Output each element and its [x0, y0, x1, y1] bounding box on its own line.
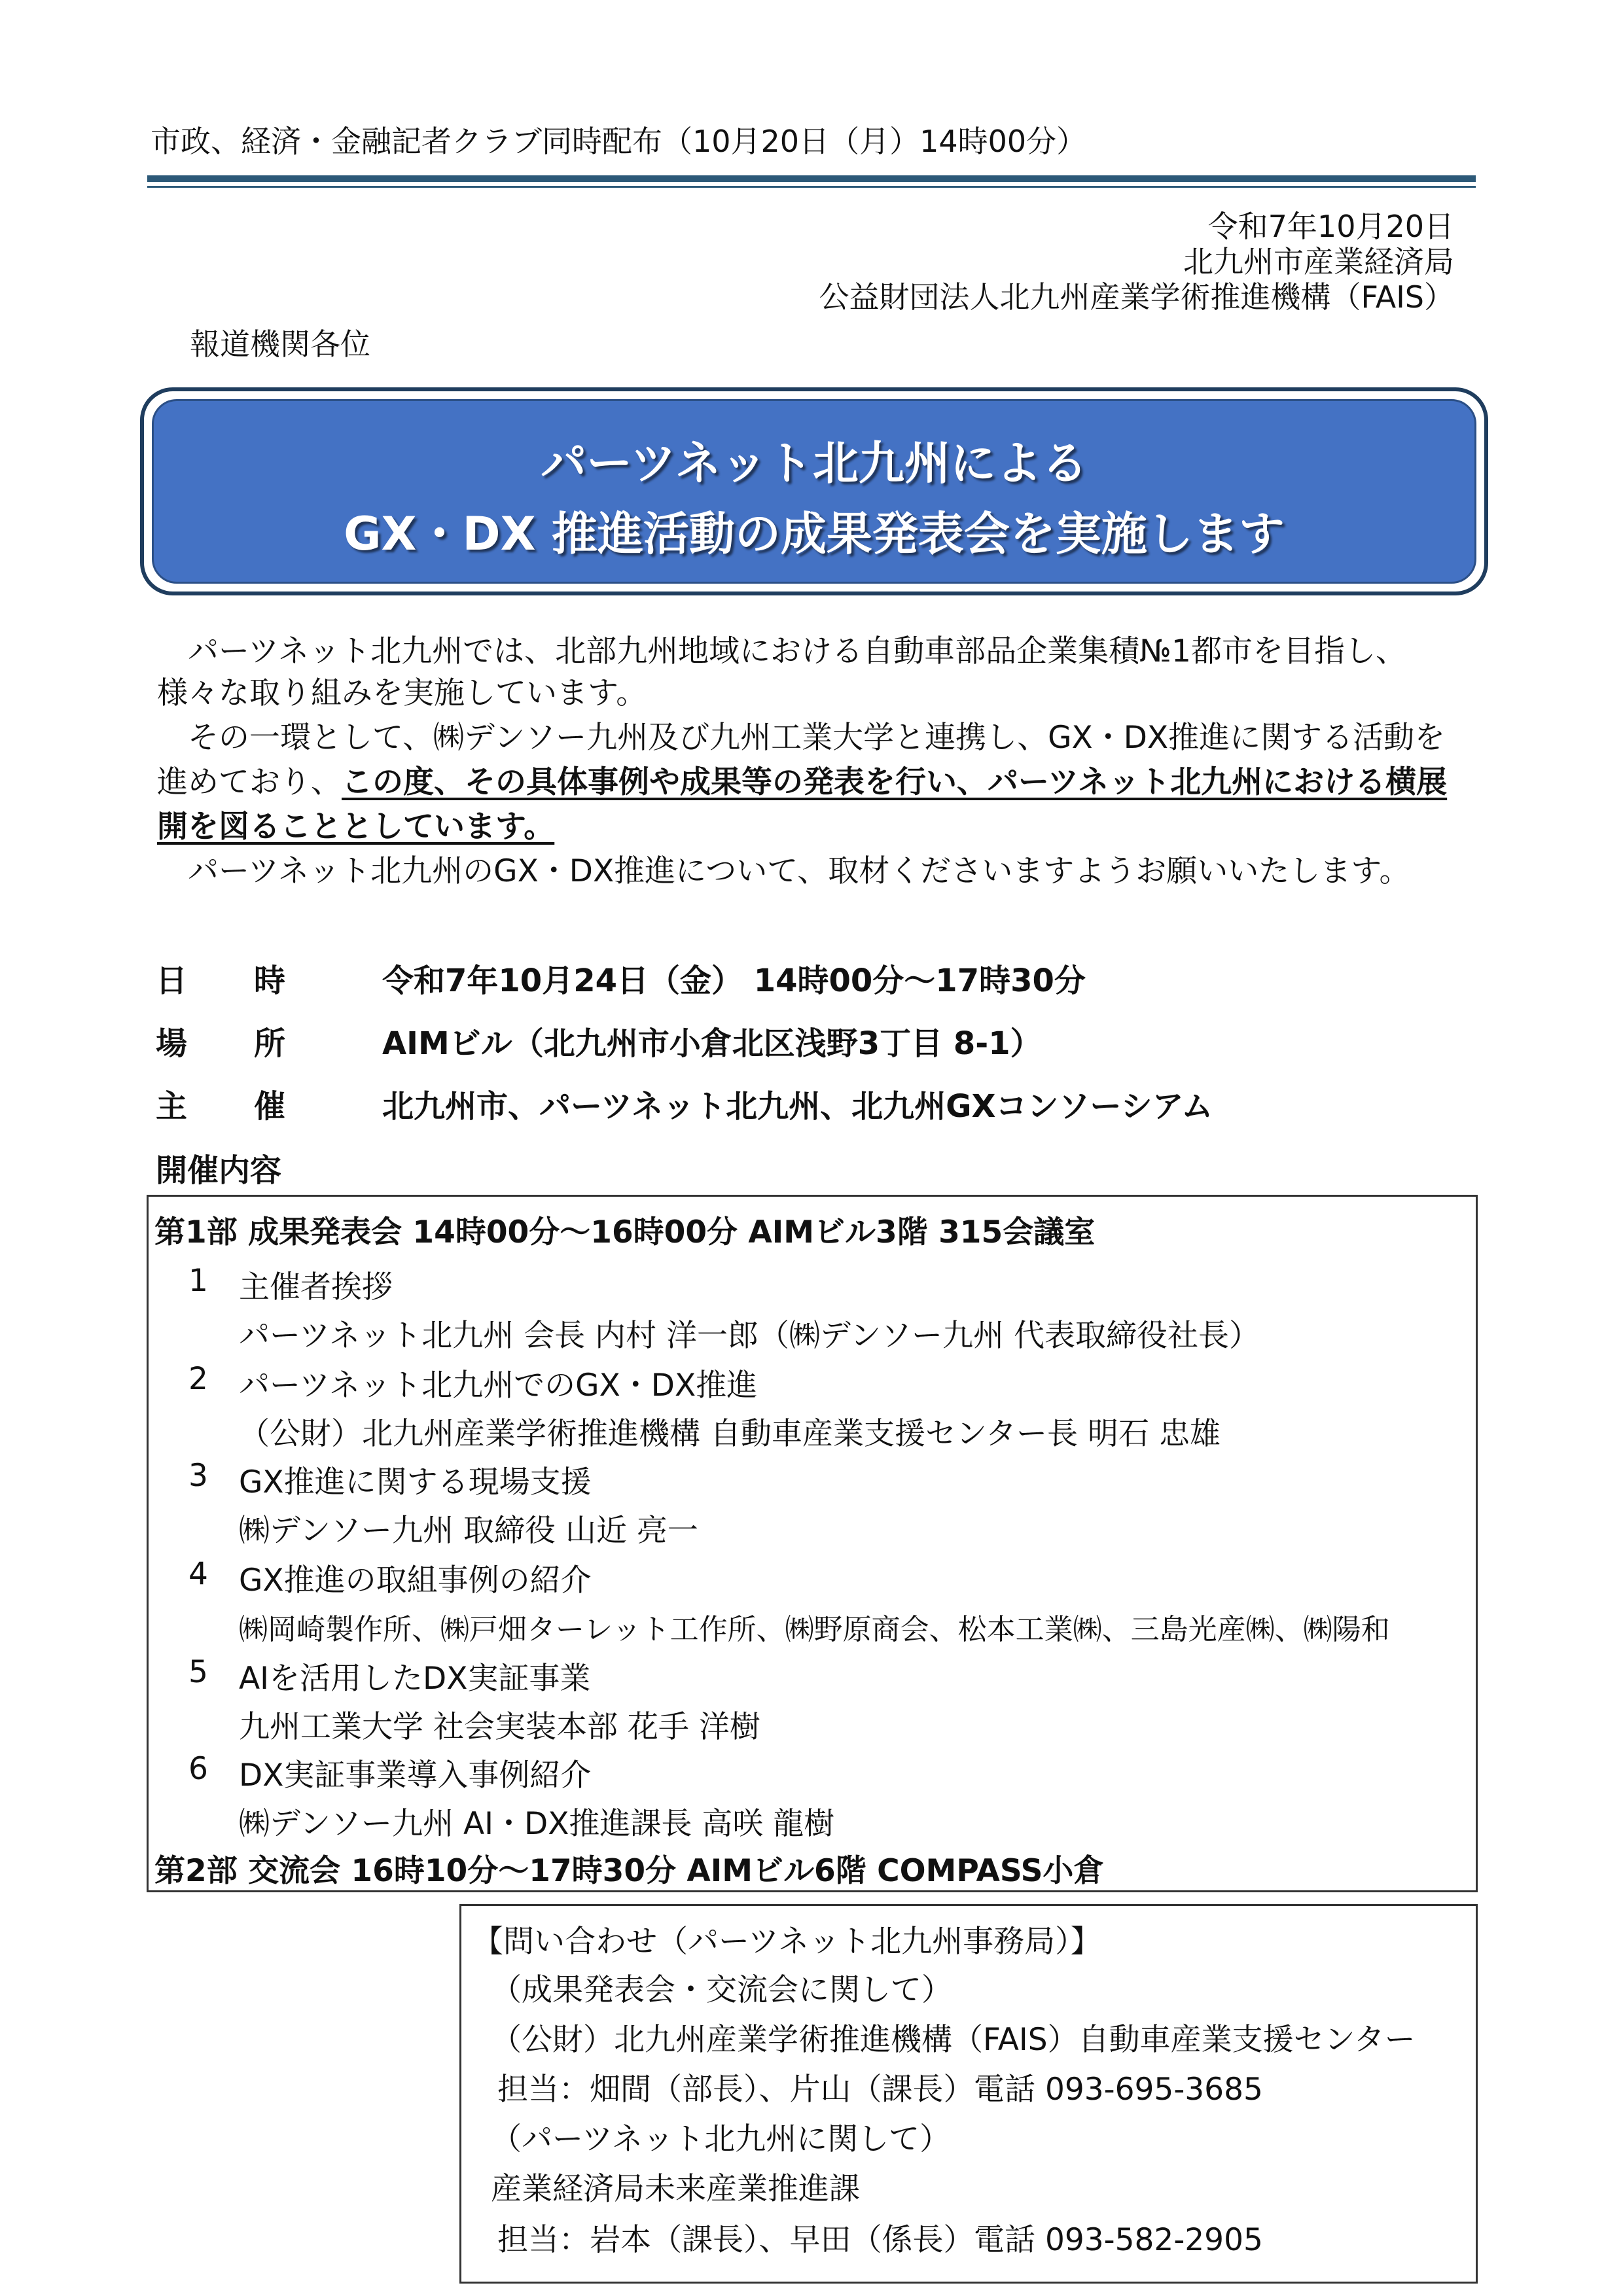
header-rule-thin [147, 186, 1476, 188]
intro-p2-line1: その一環として、㈱デンソー九州及び九州工業大学と連携し、GX・DX推進に関する活動を [157, 720, 1446, 756]
program-item-title: AIを活用したDX実証事業 [239, 1661, 591, 1697]
program-item-number: 1 [188, 1263, 208, 1299]
intro-p2-line2-plain: 進めており、 [157, 764, 342, 800]
intro-p2-line3 [157, 807, 554, 847]
issuer-city-bureau: 北九州市産業経済局 [1183, 244, 1454, 279]
title-line-2: GX・DX 推進活動の成果発表会を実施します [344, 507, 1285, 561]
program-item-title: DX実証事業導入事例紹介 [239, 1757, 592, 1793]
contact-person-1: 担当：畑間（部長）、片山（課長） [497, 2072, 974, 2108]
contact-phone-1: 電話 093-695-3685 [974, 2072, 1263, 2108]
program-item-detail: パーツネット北九州 会長 内村 洋一郎（㈱デンソー九州 代表取締役社長） [239, 1318, 1260, 1354]
place-label: 場 所 [156, 1025, 286, 1062]
datetime-label: 日 時 [156, 963, 286, 999]
program-item-title: GX推進の取組事例の紹介 [239, 1563, 592, 1598]
program-item-detail: ㈱岡崎製作所、㈱戸畑ターレット工作所、㈱野原商会、松本工業㈱、三島光産㈱、㈱陽和 [239, 1613, 1390, 1646]
issuer-organization: 公益財団法人北九州産業学術推進機構（FAIS） [819, 279, 1454, 315]
intro-p2-line2 [157, 763, 1447, 802]
program-item-number: 4 [188, 1556, 208, 1592]
datetime-value: 令和7年10月24日（金） 14時00分～17時30分 [382, 963, 1086, 999]
program-item-detail: ㈱デンソー九州 取締役 山近 亮一 [239, 1513, 698, 1549]
host-value: 北九州市、パーツネット北九州、北九州GXコンソーシアム [382, 1088, 1213, 1125]
intro-highlight-2: 開を図ることとしています。 [157, 809, 555, 845]
contact-person-2: 担当：岩本（課長）、早田（係長） [497, 2222, 974, 2258]
contact-organization-1: （公財）北九州産業学術推進機構（FAIS）自動車産業支援センター [491, 2022, 1416, 2058]
program-item-number: 2 [188, 1361, 208, 1397]
intro-p3-line1: パーツネット北九州のGX・DX推進について、取材くださいますようお願いいたします。 [157, 853, 1410, 889]
program-item-number: 5 [188, 1654, 208, 1690]
program-item-number: 6 [188, 1751, 208, 1787]
program-item-detail: （公財）北九州産業学術推進機構 自動車産業支援センター長 明石 忠雄 [239, 1416, 1221, 1452]
program-item-detail: 九州工業大学 社会実装本部 花手 洋樹 [239, 1709, 760, 1745]
intro-p1-line1: パーツネット北九州では、北部九州地域における自動車部品企業集積№1都市を目指し、 [157, 633, 1406, 669]
program-item-title: 主催者挨拶 [239, 1269, 393, 1305]
part1-header: 第1部 成果発表会 14時00分～16時00分 AIMビル3階 315会議室 [154, 1214, 1096, 1250]
content-label: 開催内容 [156, 1152, 282, 1189]
program-item-detail: ㈱デンソー九州 AI・DX推進課長 高咲 龍樹 [239, 1806, 835, 1842]
program-item-title: GX推進に関する現場支援 [239, 1464, 592, 1500]
distribution-note: 市政、経済・金融記者クラブ同時配布（10月20日（月）14時00分） [151, 124, 1087, 159]
contact-subheading-1: （成果発表会・交流会に関して） [491, 1972, 952, 2008]
header-rule-thick [147, 175, 1476, 182]
intro-p1-line2: 様々な取り組みを実施しています。 [157, 675, 647, 711]
addressee: 報道機関各位 [190, 327, 370, 362]
issue-date: 令和7年10月20日 [1207, 209, 1454, 244]
contact-header: 【問い合わせ（パーツネット北九州事務局）】 [473, 1924, 1101, 1960]
contact-subheading-2: （パーツネット北九州に関して） [491, 2121, 951, 2157]
contact-phone-2: 電話 093-582-2905 [974, 2222, 1263, 2258]
host-label: 主 催 [156, 1088, 286, 1125]
contact-organization-2: 産業経済局未来産業推進課 [491, 2171, 860, 2207]
program-item-title: パーツネット北九州でのGX・DX推進 [239, 1368, 758, 1404]
intro-highlight-1: この度、その具体事例や成果等の発表を行い、パーツネット北九州における横展 [342, 764, 1448, 800]
program-item-number: 3 [188, 1458, 208, 1494]
place-value: AIMビル（北九州市小倉北区浅野3丁目 8-1） [382, 1025, 1042, 1062]
part2-header: 第2部 交流会 16時10分～17時30分 AIMビル6階 COMPASS小倉 [154, 1853, 1105, 1889]
title-line-1: パーツネット北九州による [541, 436, 1088, 490]
